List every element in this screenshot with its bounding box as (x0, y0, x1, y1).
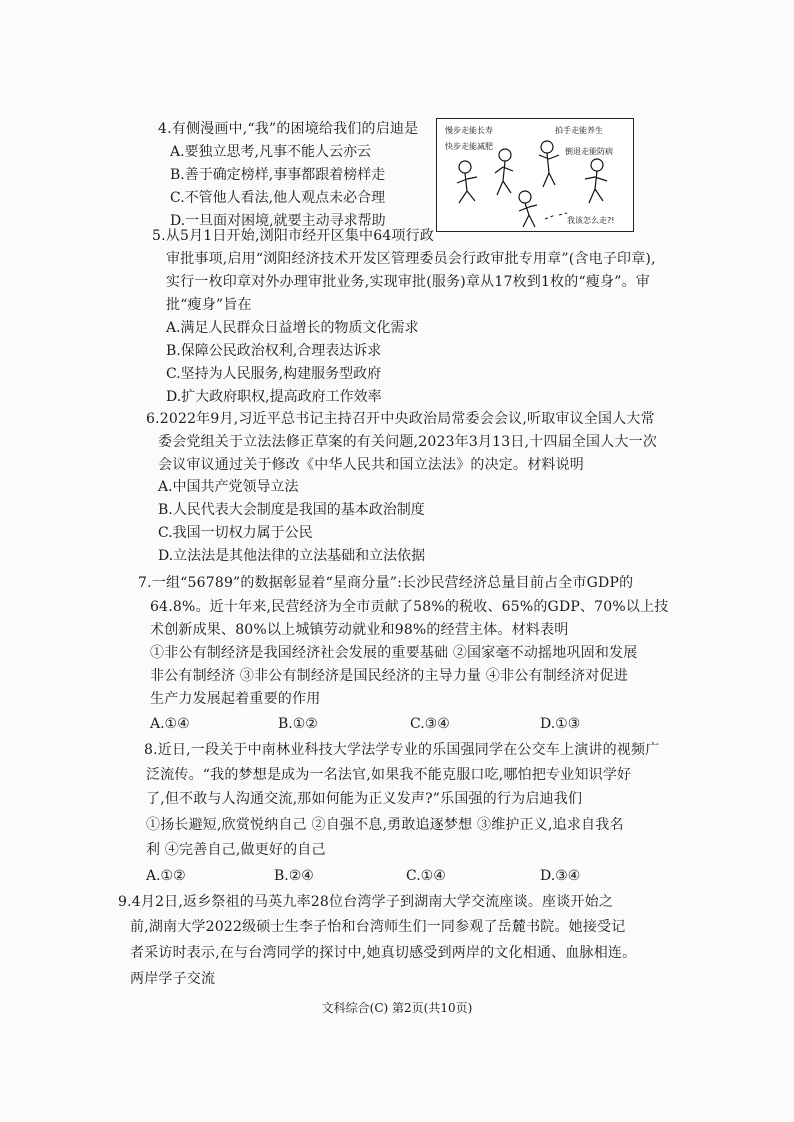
q4-option-d: D.一旦面对困境,就要主动寻求帮助 (170, 213, 386, 229)
cartoon-caption-4: 倒退走能防病 (565, 147, 613, 156)
q5-line-4: 批“瘦身”旨在 (166, 297, 252, 313)
q4-stem: 4.有侧漫画中,“我”的困境给我们的启迪是 (158, 121, 419, 137)
q8-option-b: B.②④ (274, 868, 314, 884)
q8-line-5: 利 ④完善自己,做更好的自己 (146, 842, 326, 858)
q8-option-d: D.③④ (540, 868, 581, 884)
q8-option-a: A.①② (146, 868, 186, 884)
q7-option-b: B.①② (278, 716, 318, 732)
walker-figure-4 (585, 159, 607, 203)
q4-option-a: A.要独立思考,凡事不能人云亦云 (170, 144, 372, 160)
q7-option-a: A.①④ (150, 716, 190, 732)
q5-line-1: 5.从5月1日开始,浏阳市经开区集中64项行政 (152, 228, 435, 244)
walker-figure-2 (495, 149, 513, 195)
cartoon-caption-5: 我该怎么走?! (567, 216, 615, 225)
q7-option-c: C.③④ (410, 716, 450, 732)
q8-option-c: C.①④ (406, 868, 446, 884)
q7-line-3: 术创新成果、80%以上城镇劳动就业和98%的经营主体。材料表明 (150, 622, 569, 638)
q7-line-5: 非公有制经济 ③非公有制经济是国民经济的主导力量 ④非公有制经济对促进 (150, 668, 628, 684)
q6-line-2: 委会党组关于立法法修正草案的有关问题,2023年3月13日,十四届全国人大一次 (158, 434, 658, 450)
cartoon-drawing (437, 119, 633, 231)
q7-line-6: 生产力发展起着重要的作用 (150, 691, 321, 707)
q8-line-1: 8.近日,一段关于中南林业科技大学法学专业的乐国强同学在公交车上演讲的视频广 (144, 742, 660, 758)
q6-option-b: B.人民代表大会制度是我国的基本政治制度 (158, 502, 425, 518)
q5-option-a: A.满足人民群众日益增长的物质文化需求 (166, 320, 419, 336)
q4-cartoon (436, 118, 634, 232)
q4-option-b: B.善于确定榜样,事事都跟着榜样走 (170, 167, 386, 183)
q6-option-c: C.我国一切权力属于公民 (158, 525, 313, 541)
q6-line-3: 会议审议通过关于修改《中华人民共和国立法法》的决定。材料说明 (158, 457, 584, 473)
confused-figure (519, 191, 537, 227)
q9-line-3: 者采访时表示,在与台湾同学的探讨中,她真切感受到两岸的文化相通、血脉相连。 (130, 945, 637, 961)
q8-line-3: 了,但不敢与人沟通交流,那如何能为正义发声?”乐国强的行为启迪我们 (146, 791, 583, 807)
q5-option-d: D.扩大政府职权,提高政府工作效率 (166, 389, 382, 405)
q7-line-4: ①非公有制经济是我国经济社会发展的重要基础 ②国家毫不动摇地巩固和发展 (150, 645, 638, 661)
q9-line-4: 两岸学子交流 (130, 971, 216, 987)
q5-option-b: B.保障公民政治权利,合理表达诉求 (166, 343, 382, 359)
q6-option-d: D.立法法是其他法律的立法基础和立法依据 (158, 548, 426, 564)
q5-line-3: 实行一枚印章对外办理审批业务,实现审批(服务)章从17枚到1枚的“瘦身”。审 (166, 274, 651, 290)
walker-figure-3 (539, 141, 559, 187)
q8-line-2: 泛流传。“我的梦想是成为一名法官,如果我不能克服口吃,哪怕把专业知识学好 (146, 767, 632, 783)
q5-line-2: 审批事项,启用“浏阳经济技术开发区管理委员会行政审批专用章”(含电子印章), (166, 251, 656, 267)
q8-line-4: ①扬长避短,欣赏悦纳自己 ②自强不息,勇敢追逐梦想 ③维护正义,追求自我名 (146, 817, 624, 833)
cartoon-caption-2: 快步走能减肥 (445, 142, 493, 151)
q4-option-c: C.不管他人看法,他人观点未必合理 (170, 190, 386, 206)
q7-option-d: D.①③ (540, 716, 581, 732)
q9-line-1: 9.4月2日,返乡祭祖的马英九率28位台湾学子到湖南大学交流座谈。座谈开始之 (118, 894, 614, 910)
cartoon-caption-1: 慢步走能长寿 (445, 126, 493, 135)
cartoon-caption-3: 拍手走能养生 (555, 126, 603, 135)
q9-line-2: 前,湖南大学2022级硕士生李子怡和台湾师生们一同参观了岳麓书院。她接受记 (130, 919, 626, 935)
page-footer: 文科综合(C) 第2页(共10页) (321, 1001, 473, 1015)
q6-line-1: 6.2022年9月,习近平总书记主持召开中央政治局常委会会议,听取审议全国人大常 (146, 411, 655, 427)
q7-line-1: 7.一组“56789”的数据彰显着“星商分量”:长沙民营经济总量目前占全市GDP的 (138, 575, 634, 591)
walker-figure-1 (457, 161, 477, 203)
q6-option-a: A.中国共产党领导立法 (158, 479, 299, 495)
q5-option-c: C.坚持为人民服务,构建服务型政府 (166, 366, 382, 382)
q7-line-2: 64.8%。近十年来,民营经济为全市贡献了58%的税收、65%的GDP、70%以上技 (150, 599, 669, 615)
